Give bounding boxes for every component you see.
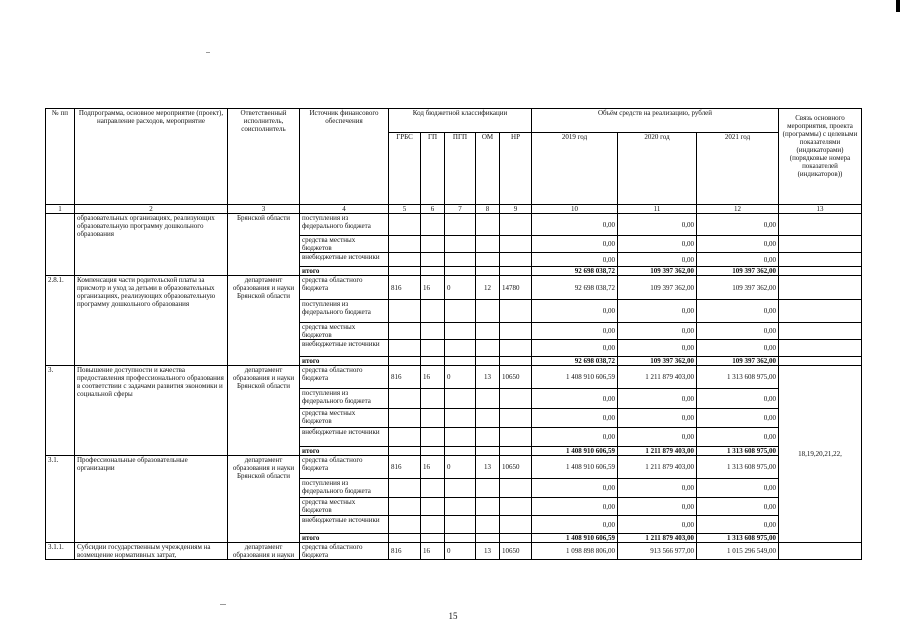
table-row — [46, 366, 862, 389]
funding-source: средства областного бюджета — [300, 456, 389, 479]
code-om — [476, 300, 500, 323]
scan-speck — [220, 604, 226, 605]
volume-2021: 0,00 — [697, 479, 779, 498]
volume-2019: 1 408 910 606,59 — [532, 534, 618, 543]
code-nr — [500, 428, 532, 447]
volume-2020: 0,00 — [618, 428, 697, 447]
code-om — [476, 267, 500, 276]
col-number: 11 — [618, 205, 697, 214]
volume-2021: 0,00 — [697, 389, 779, 409]
volume-2021: 109 397 362,00 — [697, 267, 779, 276]
code-om — [476, 357, 500, 366]
volume-2020: 109 397 362,00 — [618, 357, 697, 366]
code-pgp — [445, 447, 476, 456]
code-pgp — [445, 253, 476, 267]
code-grbs — [389, 447, 421, 456]
volume-2021: 0,00 — [697, 516, 779, 534]
funding-source: поступления из федерального бюджета — [300, 214, 389, 236]
code-gp — [421, 236, 445, 253]
code-gp: 16 — [421, 276, 445, 300]
header-row — [46, 109, 862, 133]
code-grbs: 816 — [389, 456, 421, 479]
code-om — [476, 516, 500, 534]
funding-source: средства местных бюджетов — [300, 236, 389, 253]
code-pgp: 0 — [445, 543, 476, 560]
volume-2019: 1 408 910 606,59 — [532, 456, 618, 479]
volume-2021: 0,00 — [697, 253, 779, 267]
code-nr — [500, 516, 532, 534]
measure-name: Компенсация части родительской платы за присмотр и уход за детьми в образовательных организациях, реализующих образовательную программу дошкольного образования — [75, 276, 228, 366]
volume-2021: 0,00 — [697, 214, 779, 236]
volume-2020: 0,00 — [618, 323, 697, 340]
code-grbs — [389, 428, 421, 447]
col-number: 3 — [228, 205, 300, 214]
code-gp — [421, 409, 445, 428]
volume-2019: 0,00 — [532, 428, 618, 447]
code-gp — [421, 323, 445, 340]
code-pgp — [445, 389, 476, 409]
code-nr: 14780 — [500, 276, 532, 300]
code-gp — [421, 389, 445, 409]
volume-2020: 0,00 — [618, 479, 697, 498]
code-nr — [500, 323, 532, 340]
col-number: 6 — [421, 205, 445, 214]
budget-table — [45, 108, 862, 560]
code-nr — [500, 267, 532, 276]
indicators-link — [779, 253, 862, 267]
code-pgp — [445, 340, 476, 357]
funding-source: средства местных бюджетов — [300, 409, 389, 428]
funding-source: средства областного бюджета — [300, 276, 389, 300]
code-nr: 10650 — [500, 366, 532, 389]
code-grbs: 816 — [389, 543, 421, 560]
header-om: ОМ — [476, 133, 500, 205]
code-gp: 16 — [421, 366, 445, 389]
funding-source: средства местных бюджетов — [300, 498, 389, 516]
volume-2020: 0,00 — [618, 300, 697, 323]
code-grbs — [389, 357, 421, 366]
code-om — [476, 214, 500, 236]
volume-2021: 0,00 — [697, 300, 779, 323]
row-number: 3.1.1. — [46, 543, 75, 560]
code-pgp — [445, 236, 476, 253]
responsible-executor: департамент образования и науки — [228, 543, 300, 560]
funding-source: итого — [300, 267, 389, 276]
code-om — [476, 447, 500, 456]
code-gp — [421, 253, 445, 267]
header-num: № пп — [46, 109, 75, 205]
header-link: Связь основного мероприятия, проекта (программы) с целевыми показателями (индикаторами) (порядковые номера показателей (индикаторов)) — [779, 109, 862, 205]
responsible-executor: департамент образования и науки Брянской области — [228, 456, 300, 543]
volume-2020: 0,00 — [618, 409, 697, 428]
code-nr — [500, 253, 532, 267]
code-pgp — [445, 300, 476, 323]
code-nr — [500, 340, 532, 357]
header-pgp: ПГП — [445, 133, 476, 205]
col-number: 10 — [532, 205, 618, 214]
code-pgp: 0 — [445, 276, 476, 300]
scan-speck — [206, 52, 210, 53]
code-om — [476, 253, 500, 267]
volume-2019: 0,00 — [532, 340, 618, 357]
volume-2021: 0,00 — [697, 236, 779, 253]
row-number — [46, 214, 75, 276]
code-om — [476, 498, 500, 516]
volume-2020: 109 397 362,00 — [618, 276, 697, 300]
volume-2020: 0,00 — [618, 236, 697, 253]
volume-2020: 1 211 879 403,00 — [618, 447, 697, 456]
code-gp — [421, 340, 445, 357]
header-source: Источник финансового обеспечения — [300, 109, 389, 205]
volume-2021: 1 313 608 975,00 — [697, 534, 779, 543]
code-gp — [421, 498, 445, 516]
col-number: 7 — [445, 205, 476, 214]
volume-2020: 109 397 362,00 — [618, 267, 697, 276]
code-grbs — [389, 253, 421, 267]
code-nr — [500, 479, 532, 498]
code-pgp — [445, 323, 476, 340]
code-om: 13 — [476, 366, 500, 389]
header-2019: 2019 год — [532, 133, 618, 205]
code-om — [476, 323, 500, 340]
code-pgp: 0 — [445, 366, 476, 389]
col-number: 9 — [500, 205, 532, 214]
volume-2020: 0,00 — [618, 214, 697, 236]
funding-source: итого — [300, 534, 389, 543]
indicators-link: 18,19,20,21,22, — [779, 366, 862, 543]
volume-2020: 1 211 879 403,00 — [618, 456, 697, 479]
header-2021: 2021 год — [697, 133, 779, 205]
code-grbs — [389, 479, 421, 498]
code-gp — [421, 300, 445, 323]
volume-2021: 109 397 362,00 — [697, 357, 779, 366]
code-gp — [421, 428, 445, 447]
code-grbs — [389, 534, 421, 543]
code-gp: 16 — [421, 456, 445, 479]
table-row — [46, 543, 862, 560]
column-numbers-row — [46, 205, 862, 214]
code-gp — [421, 357, 445, 366]
header-grbs: ГРБС — [389, 133, 421, 205]
volume-2021: 1 015 296 549,00 — [697, 543, 779, 560]
funding-source: поступления из федерального бюджета — [300, 389, 389, 409]
row-number: 3.1. — [46, 456, 75, 543]
volume-2021: 1 313 608 975,00 — [697, 447, 779, 456]
code-om — [476, 534, 500, 543]
code-gp — [421, 534, 445, 543]
volume-2020: 1 211 879 403,00 — [618, 534, 697, 543]
indicators-link — [779, 357, 862, 366]
code-nr — [500, 534, 532, 543]
volume-2019: 0,00 — [532, 389, 618, 409]
volume-2020: 0,00 — [618, 498, 697, 516]
code-nr — [500, 214, 532, 236]
volume-2019: 0,00 — [532, 323, 618, 340]
code-pgp — [445, 409, 476, 428]
funding-source: внебюджетные источники — [300, 516, 389, 534]
measure-name: Повышение доступности и качества предоставления профессионального образования в соответствии с задачами развития экономики и социальной сферы — [75, 366, 228, 456]
volume-2019: 92 698 038,72 — [532, 267, 618, 276]
code-om — [476, 389, 500, 409]
volume-2020: 0,00 — [618, 516, 697, 534]
volume-2021: 0,00 — [697, 498, 779, 516]
indicators-link — [779, 323, 862, 340]
indicators-link — [779, 236, 862, 253]
code-grbs — [389, 340, 421, 357]
volume-2020: 1 211 879 403,00 — [618, 366, 697, 389]
funding-source: поступления из федерального бюджета — [300, 479, 389, 498]
volume-2019: 92 698 038,72 — [532, 276, 618, 300]
header-name: Подпрограмма, основное мероприятие (проект), направление расходов, мероприятие — [75, 109, 228, 205]
header-responsible: Ответственный исполнитель, соисполнитель — [228, 109, 300, 205]
volume-2019: 0,00 — [532, 236, 618, 253]
header-volume: Объём средств на реализацию, рублей — [532, 109, 779, 133]
code-om — [476, 479, 500, 498]
code-grbs — [389, 498, 421, 516]
funding-source: внебюджетные источники — [300, 428, 389, 447]
code-gp — [421, 447, 445, 456]
volume-2021: 0,00 — [697, 428, 779, 447]
volume-2021: 0,00 — [697, 409, 779, 428]
col-number: 8 — [476, 205, 500, 214]
header-gp: ГП — [421, 133, 445, 205]
code-nr — [500, 300, 532, 323]
code-grbs — [389, 300, 421, 323]
code-nr — [500, 357, 532, 366]
row-number: 3. — [46, 366, 75, 456]
row-number: 2.8.1. — [46, 276, 75, 366]
volume-2021: 1 313 608 975,00 — [697, 456, 779, 479]
code-grbs: 816 — [389, 276, 421, 300]
code-pgp — [445, 428, 476, 447]
code-om — [476, 428, 500, 447]
code-grbs — [389, 267, 421, 276]
code-nr: 10650 — [500, 543, 532, 560]
volume-2019: 1 408 910 606,59 — [532, 447, 618, 456]
code-pgp — [445, 214, 476, 236]
responsible-executor: департамент образования и науки Брянской области — [228, 366, 300, 456]
code-gp: 16 — [421, 543, 445, 560]
indicators-link — [779, 543, 862, 560]
funding-source: внебюджетные источники — [300, 340, 389, 357]
volume-2021: 0,00 — [697, 340, 779, 357]
volume-2019: 0,00 — [532, 498, 618, 516]
volume-2019: 0,00 — [532, 479, 618, 498]
table-row — [46, 456, 862, 479]
code-gp — [421, 267, 445, 276]
code-pgp: 0 — [445, 456, 476, 479]
header-2020: 2020 год — [618, 133, 697, 205]
volume-2020: 0,00 — [618, 340, 697, 357]
code-om — [476, 340, 500, 357]
funding-source: итого — [300, 447, 389, 456]
edge-mark — [896, 0, 900, 12]
code-om: 13 — [476, 543, 500, 560]
header-nr: НР — [500, 133, 532, 205]
indicators-link — [779, 267, 862, 276]
col-number: 5 — [389, 205, 421, 214]
col-number: 13 — [779, 205, 862, 214]
code-nr — [500, 236, 532, 253]
col-number: 4 — [300, 205, 389, 214]
code-grbs — [389, 323, 421, 340]
code-om — [476, 236, 500, 253]
indicators-link — [779, 214, 862, 236]
col-number: 12 — [697, 205, 779, 214]
code-nr — [500, 389, 532, 409]
code-gp — [421, 516, 445, 534]
funding-source: средства областного бюджета — [300, 366, 389, 389]
volume-2019: 92 698 038,72 — [532, 357, 618, 366]
page-number: 15 — [448, 611, 458, 621]
code-gp — [421, 479, 445, 498]
indicators-link — [779, 276, 862, 300]
measure-name: Профессиональные образовательные организации — [75, 456, 228, 543]
code-nr — [500, 409, 532, 428]
volume-2019: 0,00 — [532, 409, 618, 428]
responsible-executor: департамент образования и науки Брянской области — [228, 276, 300, 366]
code-grbs: 816 — [389, 366, 421, 389]
volume-2020: 913 566 977,00 — [618, 543, 697, 560]
code-grbs — [389, 389, 421, 409]
indicators-link — [779, 300, 862, 323]
code-om — [476, 409, 500, 428]
code-gp — [421, 214, 445, 236]
volume-2020: 0,00 — [618, 253, 697, 267]
funding-source: средства местных бюджетов — [300, 323, 389, 340]
code-grbs — [389, 516, 421, 534]
funding-source: средства областного бюджета — [300, 543, 389, 560]
col-number: 2 — [75, 205, 228, 214]
volume-2019: 1 098 898 806,00 — [532, 543, 618, 560]
code-nr — [500, 498, 532, 516]
indicators-link — [779, 340, 862, 357]
volume-2019: 0,00 — [532, 300, 618, 323]
header-budget-code: Код бюджетной классификации — [389, 109, 532, 133]
code-om: 13 — [476, 456, 500, 479]
code-grbs — [389, 236, 421, 253]
measure-name: образовательных организациях, реализующих образовательную программу дошкольного образования — [75, 214, 228, 276]
volume-2019: 0,00 — [532, 516, 618, 534]
code-nr: 10650 — [500, 456, 532, 479]
funding-source: внебюджетные источники — [300, 253, 389, 267]
volume-2020: 0,00 — [618, 389, 697, 409]
code-nr — [500, 447, 532, 456]
volume-2021: 0,00 — [697, 323, 779, 340]
code-pgp — [445, 357, 476, 366]
code-grbs — [389, 409, 421, 428]
funding-source: поступления из федерального бюджета — [300, 300, 389, 323]
col-number: 1 — [46, 205, 75, 214]
measure-name: Субсидии государственным учреждениям на возмещение нормативных затрат, — [75, 543, 228, 560]
code-pgp — [445, 534, 476, 543]
funding-source: итого — [300, 357, 389, 366]
code-pgp — [445, 516, 476, 534]
code-pgp — [445, 479, 476, 498]
responsible-executor: Брянской области — [228, 214, 300, 276]
code-grbs — [389, 214, 421, 236]
volume-2019: 0,00 — [532, 253, 618, 267]
volume-2019: 0,00 — [532, 214, 618, 236]
volume-2021: 1 313 608 975,00 — [697, 366, 779, 389]
table-row — [46, 276, 862, 300]
volume-2019: 1 408 910 606,59 — [532, 366, 618, 389]
code-om: 12 — [476, 276, 500, 300]
volume-2021: 109 397 362,00 — [697, 276, 779, 300]
table-row — [46, 214, 862, 236]
code-pgp — [445, 267, 476, 276]
code-pgp — [445, 498, 476, 516]
